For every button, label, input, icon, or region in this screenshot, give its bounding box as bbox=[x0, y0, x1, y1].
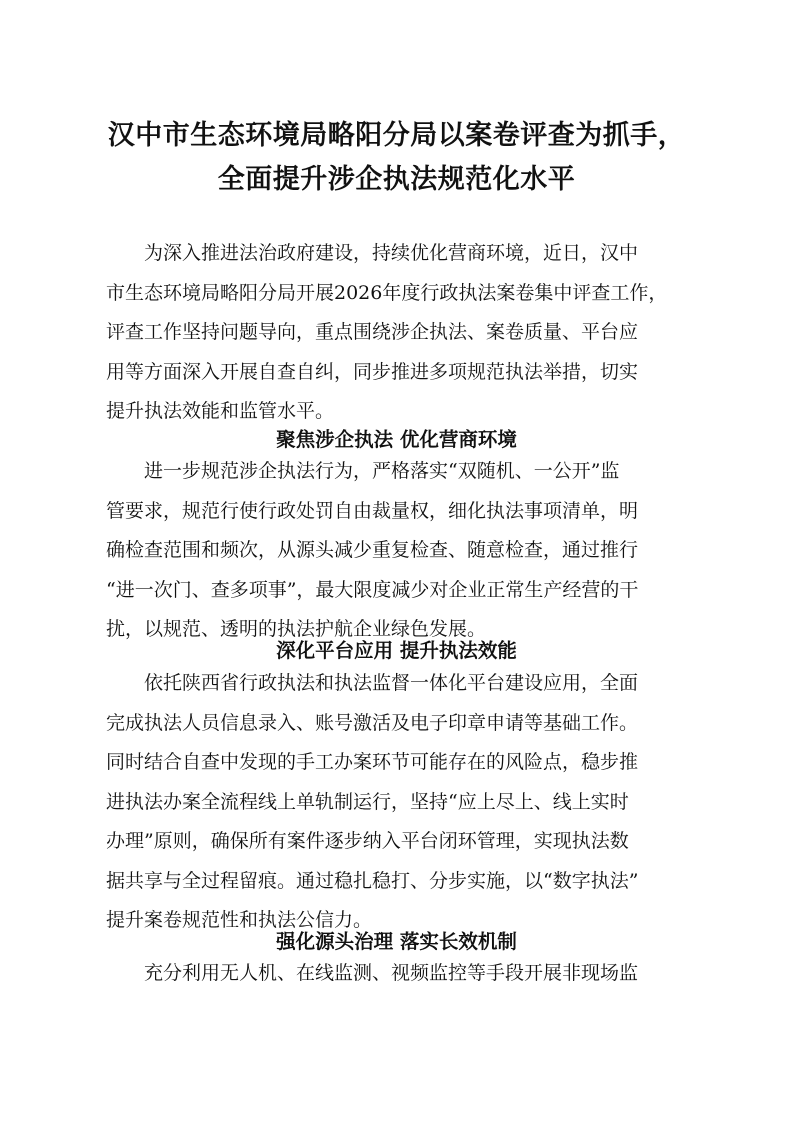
paragraph-line: 依托陕西省行政执法和执法监督一体化平台建设应用，全面 bbox=[106, 672, 639, 694]
paragraph-line: 为深入推进法治政府建设，持续优化营商环境，近日，汉中 bbox=[106, 242, 639, 264]
paragraph-line: 办理”原则，确保所有案件逐步纳入平台闭环管理，实现执法数 bbox=[106, 830, 629, 852]
section-heading-2: 深化平台应用 提升执法效能 bbox=[276, 639, 517, 662]
paragraph-line: 充分利用无人机、在线监测、视频监控等手段开展非现场监 bbox=[106, 962, 639, 984]
paragraph-line: 完成执法人员信息录入、账号激活及电子印章申请等基础工作。 bbox=[106, 711, 639, 734]
paragraph-intro bbox=[106, 234, 710, 432]
paragraph-section-3 bbox=[106, 954, 710, 994]
paragraph-section-1 bbox=[106, 452, 710, 650]
paragraph-line: 扰，以规范、透明的执法护航企业绿色发展。 bbox=[106, 618, 487, 640]
document-title-line-1: 汉中市生态环境局略阳分局以案卷评查为抓手， bbox=[107, 120, 686, 151]
document-title-line-2: 全面提升涉企执法规范化水平 bbox=[217, 164, 576, 195]
paragraph-line: 同时结合自查中发现的手工办案环节可能存在的风险点，稳步推 bbox=[106, 751, 639, 773]
paragraph-line: 确检查范围和频次，从源头减少重复检查、随意检查，通过推行 bbox=[106, 539, 639, 561]
paragraph-line: 进执法办案全流程线上单轨制运行，坚持“应上尽上、线上实时 bbox=[106, 790, 629, 813]
paragraph-line: 据共享与全过程留痕。通过稳扎稳打、分步实施，以“数字执法” bbox=[106, 869, 639, 892]
paragraph-line: 提升案卷规范性和执法公信力。 bbox=[106, 909, 373, 931]
section-heading-1: 聚焦涉企执法 优化营商环境 bbox=[276, 428, 517, 451]
paragraph-line: 用等方面深入开展自查自纠，同步推进多项规范执法举措，切实 bbox=[106, 360, 639, 383]
paragraph-line: 评查工作坚持问题导向，重点围绕涉企执法、案卷质量、平台应 bbox=[106, 321, 639, 343]
paragraph-line: 提升执法效能和监管水平。 bbox=[106, 400, 335, 422]
paragraph-line: “进一次门、查多项事”，最大限度减少对企业正常生产经营的干 bbox=[106, 578, 639, 601]
paragraph-line: 管要求，规范行使行政处罚自由裁量权，细化执法事项清单，明 bbox=[106, 499, 639, 522]
section-heading-3: 强化源头治理 落实长效机制 bbox=[276, 930, 517, 953]
paragraph-line: 进一步规范涉企执法行为，严格落实“双随机、一公开”监 bbox=[106, 460, 620, 482]
paragraph-line: 市生态环境局略阳分局开展2026年度行政执法案卷集中评查工作， bbox=[106, 281, 668, 304]
paragraph-section-2 bbox=[106, 664, 710, 941]
